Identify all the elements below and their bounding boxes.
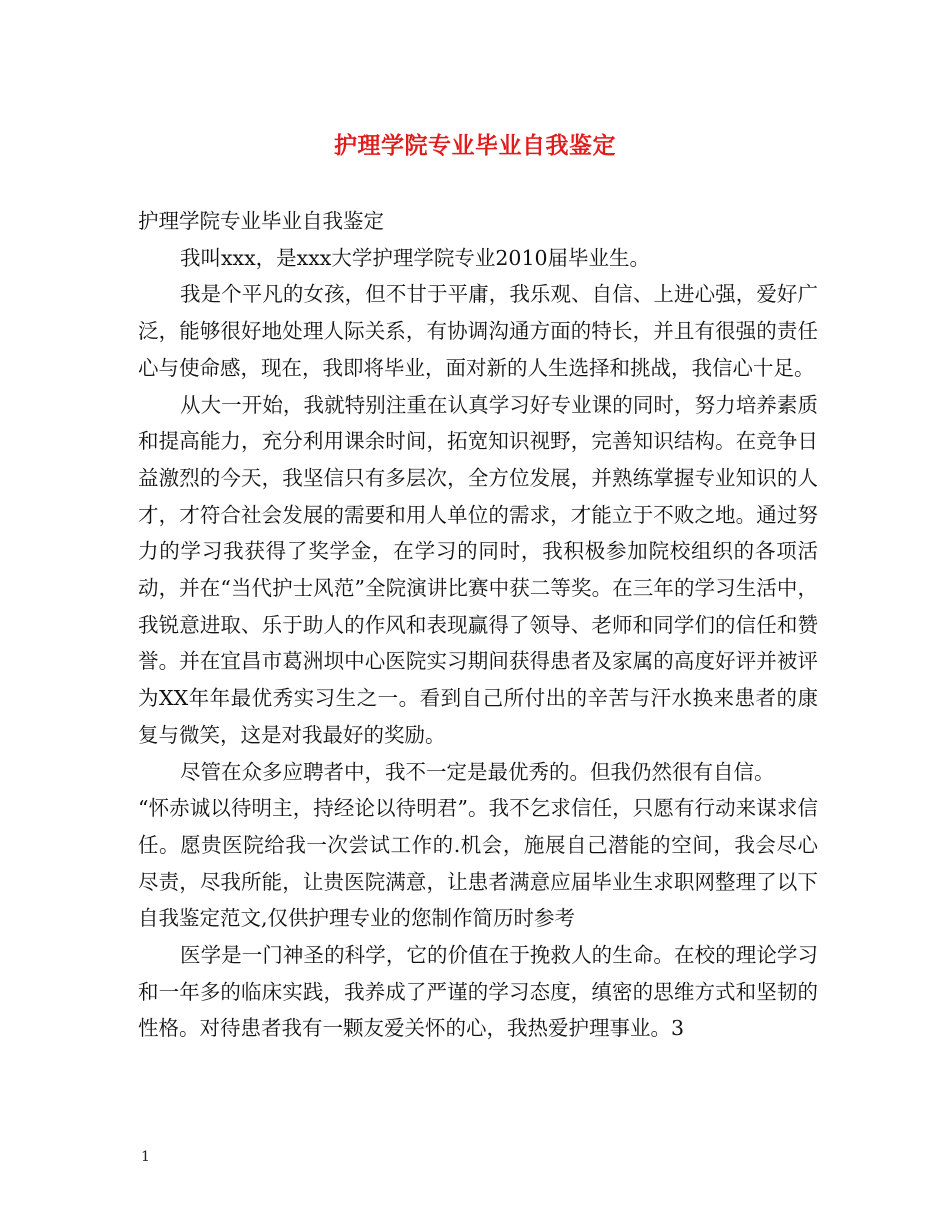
paragraph-intro: 我叫xxx，是xxx大学护理学院专业2010届毕业生。 [180,245,651,270]
paragraph-personality: 我是个平凡的女孩，但不甘于平庸，我乐观、自信、上进心强，爱好广泛，能够很好地处理人际关系，有协调沟通方面的特长，并且有很强的责任心与使命感，现在，我即将毕业，面对新的人生选择和挑战，我信心十足。 [138,282,818,380]
paragraph-study: 从大一开始，我就特别注重在认真学习好专业课的同时，努力培养素质和提高能力，充分利用课余时间，拓宽知识视野，完善知识结构。在竞争日益激烈的今天，我坚信只有多层次，全方位发展，并熟练掌握专业知识的人才，才符合社会发展的需要和用人单位的需求，才能立于不败之地。通过努力的学习我获得了奖学金，在学习的同时，我积极参加院校组织的各项活动，并在“当代护士风范”全院演讲比赛中获二等奖。在三年的学习生活中，我锐意进取、乐于助人的作风和表现赢得了领导、老师和同学们的信任和赞誉。并在宜昌市葛洲坝中心医院实习期间获得患者及家属的高度好评并被评为XX年年最优秀实习生之一。看到自己所付出的辛苦与汗水换来患者的康复与微笑，这是对我最好的奖励。 [138,392,818,747]
paragraph-confidence: 尽管在众多应聘者中，我不一定是最优秀的。但我仍然很有自信。 [180,759,775,784]
body-heading: 护理学院专业毕业自我鉴定 [138,209,384,233]
page-number: 1 [141,1149,150,1165]
paragraph-quote: “怀赤诚以待明主，持经论以待明君”。我不乞求信任，只愿有行动来谋求信任。愿贵医院给我一次尝试工作的.机会，施展自己潜能的空间，我会尽心尽责，尽我所能，让贵医院满意，让患者满意应届毕业生求职网整理了以下自我鉴定范文,仅供护理专业的您制作简历时参考 [138,796,818,931]
document-title: 护理学院专业毕业自我鉴定 [334,133,616,159]
paragraph-medicine: 医学是一门神圣的科学，它的价值在于挽救人的生命。在校的理论学习和一年多的临床实践，我养成了严谨的学习态度，缜密的思维方式和坚韧的性格。对待患者我有一颗友爱关怀的心，我热爱护理事业。3 [138,943,818,1041]
document-body [138,203,818,1047]
